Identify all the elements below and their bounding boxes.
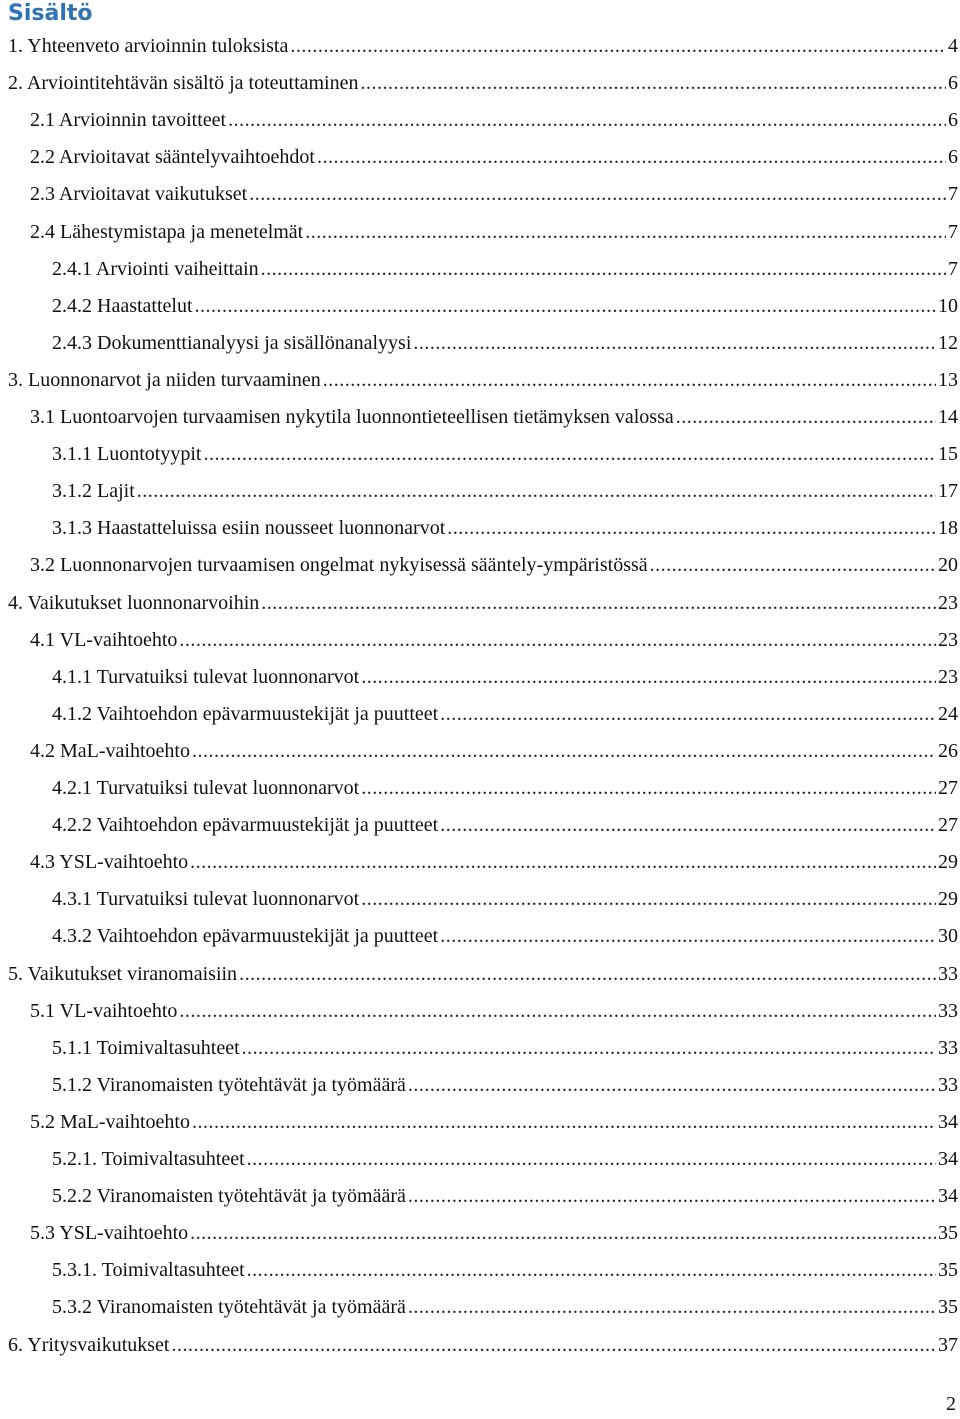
toc-entry-label: 4.2.2 Vaihtoehdon epävarmuustekijät ja puutteet (52, 814, 439, 837)
toc-entry[interactable] (0, 1178, 958, 1215)
toc-entry[interactable] (0, 807, 958, 844)
toc-entry[interactable] (0, 28, 958, 65)
toc-entry-label: 4.3 YSL-vaihtoehto (30, 851, 189, 874)
toc-entry-label: 5.3 YSL-vaihtoehto (30, 1222, 189, 1245)
toc-entry[interactable] (0, 659, 958, 696)
toc-entry[interactable] (0, 918, 958, 955)
toc-entry[interactable] (0, 436, 958, 473)
dot-leader (440, 696, 936, 733)
toc-entry[interactable] (0, 362, 958, 399)
toc-entry-label: 2.4.1 Arviointi vaiheittain (52, 257, 259, 280)
toc-entry[interactable] (0, 251, 958, 288)
dot-leader (413, 325, 936, 362)
toc-entry[interactable] (0, 1289, 958, 1326)
toc-entry-page: 24 (938, 702, 958, 725)
toc-entry-page: 33 (938, 1036, 958, 1059)
toc-entry-page: 35 (938, 1296, 958, 1319)
toc-entry[interactable] (0, 288, 958, 325)
toc-entry-page: 6 (948, 72, 958, 95)
toc-entry-page: 23 (938, 628, 958, 651)
toc-entry-label: 5.1.1 Toimivaltasuhteet (52, 1036, 240, 1059)
toc-entry-page: 7 (948, 220, 958, 243)
toc-entry-page: 34 (938, 1110, 958, 1133)
dot-leader (228, 102, 946, 139)
dot-leader (249, 176, 946, 213)
dot-leader (195, 288, 936, 325)
toc-entry-page: 4 (948, 35, 958, 57)
toc-entry-label: 3.1.3 Haastatteluissa esiin nousseet luonnonarvot (52, 517, 446, 540)
dot-leader (361, 770, 936, 807)
toc-entry[interactable] (0, 510, 958, 547)
toc-entry-label: 4.1.1 Turvatuiksi tulevat luonnonarvot (52, 665, 360, 688)
toc-entry-label: 5.3.2 Viranomaisten työtehtävät ja työmäärä (52, 1296, 406, 1319)
dot-leader (408, 1178, 936, 1215)
toc-entry-page: 29 (938, 888, 958, 911)
toc-entry[interactable] (0, 1030, 958, 1067)
toc-entry[interactable] (0, 547, 958, 584)
toc-entry[interactable] (0, 1067, 958, 1104)
dot-leader (408, 1289, 936, 1326)
toc-entry-label: 3.1.1 Luontotyypit (52, 443, 202, 466)
toc-entry-page: 23 (938, 665, 958, 688)
toc-entry-page: 26 (938, 739, 958, 762)
toc-entry-page: 12 (938, 331, 958, 354)
toc-entry-page: 17 (938, 480, 958, 503)
toc-entry-label: 5.2.2 Viranomaisten työtehtävät ja työmäärä (52, 1185, 406, 1208)
dot-leader (440, 918, 936, 955)
toc-entry[interactable] (0, 214, 958, 251)
toc-entry-label: 4.2 MaL-vaihtoehto (30, 739, 190, 762)
toc-entry-label: 5.1 VL-vaihtoehto (30, 999, 178, 1022)
toc-entry-page: 23 (938, 591, 958, 614)
toc-entry-label: 5.2.1. Toimivaltasuhteet (52, 1148, 245, 1170)
dot-leader (408, 1067, 936, 1104)
dot-leader (247, 1252, 936, 1289)
dot-leader (179, 622, 936, 659)
toc-entry-page: 34 (938, 1148, 958, 1170)
toc-entry-label: 2.4 Lähestymistapa ja menetelmät (30, 220, 304, 243)
toc-entry-page: 7 (948, 257, 958, 280)
toc-entry-page: 33 (938, 999, 958, 1022)
toc-entry[interactable] (0, 770, 958, 807)
toc-entry-label: 3.1 Luontoarvojen turvaamisen nykytila luonnontieteellisen tietämyksen valossa (30, 406, 674, 428)
toc-entry-page: 29 (938, 851, 958, 874)
dot-leader (650, 547, 936, 584)
toc-entry-label: 2.2 Arvioitavat sääntelyvaihtoehdot (30, 146, 315, 169)
toc-entry-page: 6 (948, 109, 958, 132)
toc-entry-label: 2.1 Arvioinnin tavoitteet (30, 109, 227, 132)
toc-entry[interactable] (0, 622, 958, 659)
toc-entry[interactable] (0, 102, 958, 139)
dot-leader (440, 807, 936, 844)
toc-entry-label: 3.1.2 Lajit (52, 480, 135, 503)
toc-entry[interactable] (0, 1327, 958, 1364)
toc-entry-page: 35 (938, 1259, 958, 1282)
toc-entry-label: 2.4.3 Dokumenttianalyysi ja sisällönanalyysi (52, 331, 412, 354)
toc-entry[interactable] (0, 473, 958, 510)
toc-entry-label: 5.3.1. Toimivaltasuhteet (52, 1259, 245, 1282)
toc-entry-page: 6 (948, 146, 958, 169)
toc-entry[interactable] (0, 733, 958, 770)
toc-entry-label: 2.3 Arvioitavat vaikutukset (30, 183, 248, 206)
toc-entry[interactable] (0, 65, 958, 102)
toc-entry-page: 10 (938, 294, 958, 317)
dot-leader (317, 139, 946, 176)
dot-leader (323, 362, 936, 399)
toc-entry[interactable] (0, 881, 958, 918)
toc-entry-page: 14 (938, 406, 958, 428)
toc-heading: Sisältö (8, 1, 93, 26)
toc-entry[interactable] (0, 585, 958, 622)
toc-entry-label: 5. Vaikutukset viranomaisiin (8, 962, 238, 985)
toc-entry-page: 30 (938, 925, 958, 948)
dot-leader (137, 473, 936, 510)
dot-leader (239, 956, 936, 993)
toc-entry-label: 4. Vaikutukset luonnonarvoihin (8, 591, 260, 614)
toc-entry-page: 34 (938, 1185, 958, 1208)
toc-entry-page: 20 (938, 554, 958, 577)
dot-leader (290, 28, 946, 65)
toc-entry[interactable] (0, 139, 958, 176)
dot-leader (203, 436, 936, 473)
dot-leader (305, 214, 946, 251)
toc-entry-label: 4.3.1 Turvatuiksi tulevat luonnonarvot (52, 888, 360, 911)
dot-leader (261, 251, 946, 288)
toc-entry-page: 27 (938, 814, 958, 837)
dot-leader (190, 844, 936, 881)
page-number: 2 (946, 1393, 956, 1415)
toc-entry-label: 4.1.2 Vaihtoehdon epävarmuustekijät ja puutteet (52, 702, 439, 725)
toc-entry[interactable] (0, 176, 958, 213)
toc-entry-label: 5.1.2 Viranomaisten työtehtävät ja työmäärä (52, 1073, 406, 1096)
toc-entry-label: 6. Yritysvaikutukset (8, 1333, 170, 1356)
toc-entry-page: 15 (938, 443, 958, 466)
dot-leader (361, 65, 947, 102)
toc-entry-page: 33 (938, 962, 958, 985)
dot-leader (447, 510, 936, 547)
toc-entry[interactable] (0, 399, 958, 436)
dot-leader (171, 1327, 936, 1364)
dot-leader (676, 399, 936, 436)
toc-entry[interactable] (0, 1104, 958, 1141)
dot-leader (192, 1104, 936, 1141)
dot-leader (361, 881, 936, 918)
toc-entry-label: 2. Arviointitehtävän sisältö ja toteuttaminen (8, 72, 359, 95)
toc-entry[interactable] (0, 325, 958, 362)
toc-entry-page: 35 (938, 1222, 958, 1245)
toc-entry[interactable] (0, 1252, 958, 1289)
toc-entry-label: 2.4.2 Haastattelut (52, 294, 193, 317)
toc-entry-label: 3. Luonnonarvot ja niiden turvaaminen (8, 368, 321, 391)
toc-entry[interactable] (0, 844, 958, 881)
toc-entry[interactable] (0, 956, 958, 993)
toc-entry-page: 7 (948, 183, 958, 206)
toc-entry[interactable] (0, 696, 958, 733)
toc-entry-page: 18 (938, 517, 958, 540)
toc-entry-label: 4.1 VL-vaihtoehto (30, 628, 178, 651)
toc-entry-label: 1. Yhteenveto arvioinnin tuloksista (8, 35, 289, 57)
toc-entry-label: 5.2 MaL-vaihtoehto (30, 1110, 190, 1133)
dot-leader (190, 1215, 936, 1252)
dot-leader (179, 993, 936, 1030)
toc-entry-label: 4.2.1 Turvatuiksi tulevat luonnonarvot (52, 777, 360, 799)
toc-entry-page: 27 (938, 777, 958, 799)
toc-entry-page: 13 (938, 368, 958, 391)
dot-leader (261, 585, 936, 622)
toc-entry[interactable] (0, 1141, 958, 1178)
toc-entry-label: 4.3.2 Vaihtoehdon epävarmuustekijät ja puutteet (52, 925, 439, 948)
toc-entry-page: 37 (938, 1333, 958, 1356)
dot-leader (192, 733, 936, 770)
toc-entry-page: 33 (938, 1073, 958, 1096)
toc-entry[interactable] (0, 1215, 958, 1252)
dot-leader (361, 659, 936, 696)
toc-entry-label: 3.2 Luonnonarvojen turvaamisen ongelmat nykyisessä sääntely-ympäristössä (30, 554, 648, 577)
dot-leader (247, 1141, 936, 1178)
dot-leader (242, 1030, 936, 1067)
toc-entry[interactable] (0, 993, 958, 1030)
